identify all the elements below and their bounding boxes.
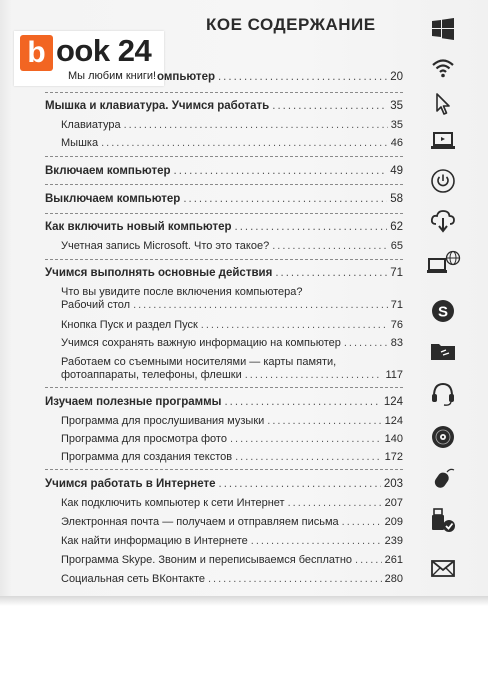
toc-entry-page: 239 [384, 535, 403, 547]
toc-entry-label: Как найти информацию в Интернете [61, 535, 248, 547]
toc-entry-label: Изучаем полезные программы [45, 396, 222, 408]
toc-entry-label: фотоаппараты, телефоны, флешки [61, 369, 242, 381]
toc-entry-label: Рабочий стол [61, 299, 131, 311]
toc-entry-page: 261 [384, 554, 403, 566]
svg-text:S: S [437, 303, 449, 321]
toc-entry-page: 35 [390, 100, 403, 112]
toc-entry [61, 553, 403, 567]
section-divider [45, 92, 403, 93]
toc-entry-page: 35 [390, 119, 403, 131]
toc-entry [61, 414, 403, 428]
folder-icon [430, 338, 456, 364]
toc-entry [157, 70, 403, 84]
toc-entry-label: Программа для создания текстов [61, 451, 233, 463]
laptop-globe-icon [427, 250, 461, 276]
page-edge-shadow [0, 596, 488, 606]
toc-entry [61, 136, 403, 150]
toc-entry [61, 515, 403, 529]
toc-entry [45, 99, 403, 113]
toc-entry [61, 496, 403, 510]
toc-entry-label: Как подключить компьютер к сети Интернет [61, 497, 285, 509]
disc-icon [430, 424, 456, 450]
toc-entry-label: Учимся сохранять важную информацию на компьютер [61, 337, 341, 349]
toc-entry-page: 20 [390, 71, 403, 83]
toc-entry [61, 318, 403, 332]
toc-entry-label: Программа для просмотра фото [61, 433, 227, 445]
toc-entry [61, 534, 403, 548]
toc-entry [61, 368, 403, 382]
toc-entry-label: Мышка [61, 137, 99, 149]
toc-entry-page: 46 [390, 137, 403, 149]
toc-entry [45, 220, 403, 234]
toc-entry-page: 209 [384, 516, 403, 528]
toc-entry-label: Учимся работать в Интернете [45, 478, 216, 490]
toc-entry-page: 124 [383, 396, 403, 408]
toc-entry-page: 65 [390, 240, 403, 252]
toc-entry-page: 62 [390, 221, 403, 233]
toc-entry [45, 395, 403, 409]
section-divider [45, 213, 403, 214]
toc-entry [45, 164, 403, 178]
mail-icon [430, 555, 456, 581]
toc-entry-label: Программа Skype. Звоним и переписываемся бесплатно [61, 554, 353, 566]
toc-entry-page: 207 [384, 497, 403, 509]
toc-entry-page: 117 [385, 369, 403, 381]
toc-entry [45, 192, 403, 206]
toc-entry-line: Работаем со съемными носителями — карты памяти, [61, 356, 337, 368]
toc-entry-label: Кнопка Пуск и раздел Пуск [61, 319, 198, 331]
toc-entry-page: 280 [384, 573, 403, 585]
toc-entry-label: Электронная почта — получаем и отправляем письма [61, 516, 339, 528]
toc-entry [45, 266, 403, 280]
toc-entry-page: 140 [384, 433, 403, 445]
toc-entry [61, 239, 403, 253]
toc-entry-label: Выключаем компьютер [45, 193, 181, 205]
toc-entry [61, 572, 403, 586]
book24-logo[interactable] [14, 31, 164, 86]
toc-entry-label: Учетная запись Microsoft. Что это такое? [61, 240, 270, 252]
toc-entry [61, 336, 403, 350]
mouse-icon [430, 466, 456, 492]
toc-entry-page: 172 [384, 451, 403, 463]
toc-entry [45, 477, 403, 491]
toc-entry [61, 450, 403, 464]
logo-tagline: Мы любим книги! [68, 70, 157, 82]
section-divider [45, 156, 403, 157]
section-divider [45, 184, 403, 185]
section-divider [45, 387, 403, 388]
logo-wordmark: ook 24 [56, 33, 152, 68]
toc-entry [61, 298, 403, 312]
logo-letter: b [20, 35, 53, 71]
toc-entry-label: Клавиатура [61, 119, 121, 131]
headset-icon [430, 381, 456, 407]
section-divider [45, 259, 403, 260]
section-divider [45, 469, 403, 470]
toc-entry-page: 71 [390, 299, 403, 311]
page-title: КОЕ СОДЕРЖАНИЕ [206, 15, 376, 34]
toc-entry-page: 83 [390, 337, 403, 349]
toc-entry-label: Как включить новый компьютер [45, 221, 232, 233]
laptop-icon [430, 128, 456, 154]
cursor-icon [430, 91, 456, 117]
toc-entry-label: омпьютер [157, 71, 215, 83]
usb-check-icon [430, 507, 456, 533]
toc-entry [61, 432, 403, 446]
toc-entry-page: 76 [390, 319, 403, 331]
cloud-download-icon [430, 208, 456, 234]
toc-entry-line: Что вы увидите после включения компьютера? [61, 286, 303, 298]
windows-icon [430, 16, 456, 42]
skype-icon [430, 298, 456, 324]
toc-entry-label: Учимся выполнять основные действия [45, 267, 273, 279]
power-icon [430, 168, 456, 194]
toc-entry-label: Социальная сеть ВКонтакте [61, 573, 205, 585]
toc-entry-label: Включаем компьютер [45, 165, 171, 177]
toc-entry-page: 203 [383, 478, 403, 490]
toc-entry-page: 124 [384, 415, 403, 427]
toc-entry-label: Программа для прослушивания музыки [61, 415, 265, 427]
toc-entry-page: 49 [390, 165, 403, 177]
toc-entry [61, 118, 403, 132]
toc-entry-page: 71 [390, 267, 403, 279]
toc-entry-page: 58 [390, 193, 403, 205]
wifi-icon [430, 55, 456, 81]
toc-entry-label: Мышка и клавиатура. Учимся работать [45, 100, 270, 112]
